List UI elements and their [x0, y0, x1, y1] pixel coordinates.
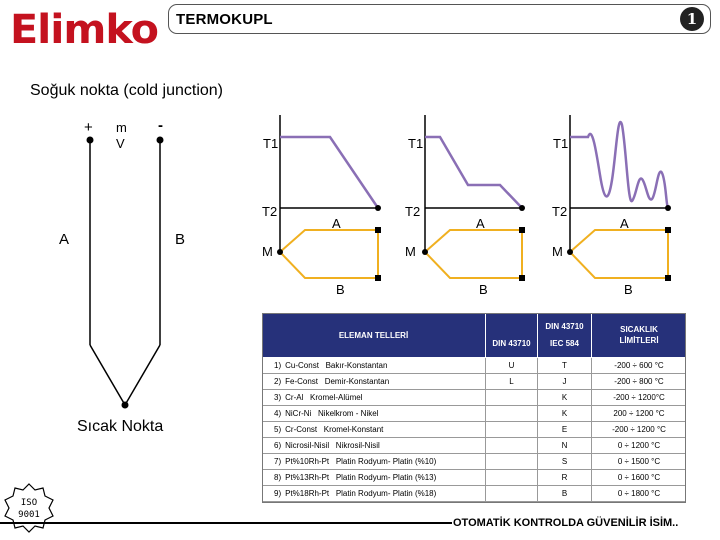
table-row	[262, 470, 686, 486]
row-iec: K	[538, 390, 592, 405]
row-number: 8)	[274, 472, 282, 482]
row-limit: 0 ÷ 1800 °C	[617, 488, 661, 498]
row-limit: 200 ÷ 1200 °C	[613, 408, 665, 418]
graph-1-t1-label: T1	[263, 136, 279, 151]
graph-2	[422, 115, 525, 281]
graph-2-m-label: M	[405, 244, 416, 259]
row-iec: B	[538, 486, 592, 501]
table-row	[262, 406, 686, 422]
header-limits	[592, 313, 686, 357]
thermocouple-diagram	[50, 115, 220, 415]
graph-3-m-label: M	[552, 244, 563, 259]
table-row	[262, 390, 686, 406]
header-din43710: DIN 43710	[486, 313, 538, 357]
svg-text:Elimko: Elimko	[10, 10, 158, 48]
svg-text:ISO: ISO	[20, 498, 38, 508]
iso-9001-badge	[3, 482, 55, 534]
cold-junction-heading: Soğuk nokta (cold junction)	[30, 82, 223, 99]
row-limit: -200 ÷ 800 °C	[614, 376, 664, 386]
graph-3-t1-label: T1	[553, 136, 569, 151]
graph-3-a-label: A	[620, 216, 629, 231]
row-number: 3)	[274, 392, 282, 402]
row-limit: 0 ÷ 1200 °C	[617, 440, 661, 450]
graph-2-a-label: A	[476, 216, 485, 231]
row-din	[486, 438, 538, 453]
row-din	[486, 422, 538, 437]
row-element-name: Fe-Const Demir-Konstantan	[285, 376, 390, 386]
row-element-name: Cr-Al Kromel-Alümel	[285, 392, 363, 402]
row-element-name: Pt%13Rh-Pt Platin Rodyum- Platin (%13)	[285, 472, 437, 482]
row-name	[262, 438, 486, 453]
row-element-name: Cr-Const Kromel-Konstant	[285, 424, 384, 434]
elimko-logo	[10, 10, 160, 48]
graph-2-temperature-line	[425, 137, 522, 208]
row-din	[486, 390, 538, 405]
row-din	[486, 486, 538, 501]
graph-2-t1-label: T1	[408, 136, 424, 151]
row-name	[262, 358, 486, 373]
row-number: 6)	[274, 440, 282, 450]
row-iec: N	[538, 438, 592, 453]
header-din-iec	[538, 313, 592, 357]
graph-1-m-label: M	[262, 244, 273, 259]
graph-1-t2-label: T2	[262, 204, 278, 219]
wire-a-junction-line	[90, 345, 125, 405]
table-row	[262, 438, 686, 454]
table-row	[262, 374, 686, 390]
graph-3-temperature-line	[570, 122, 668, 208]
row-limit: 0 ÷ 1600 °C	[617, 472, 661, 482]
graph-3	[567, 115, 671, 281]
row-number: 7)	[274, 456, 282, 466]
row-element-name: Pt%18Rh-Pt Platin Rodyum- Platin (%18)	[285, 488, 437, 498]
row-name	[262, 422, 486, 437]
wire-b-label: B	[175, 231, 186, 248]
row-element-name: Nicrosil-Nisil Nikrosil-Nisil	[285, 440, 380, 450]
page-number-badge: 1	[680, 7, 704, 31]
temperature-gradient-graphs	[230, 105, 720, 305]
row-iec: J	[538, 374, 592, 389]
graph-2-t2-label: T2	[405, 204, 421, 219]
row-din	[486, 454, 538, 469]
header-din-iec-line2: IEC 584	[550, 339, 579, 348]
hot-junction-label: Sıcak Nokta	[77, 418, 164, 435]
svg-text:9001: 9001	[18, 510, 40, 520]
meter-label-m: m	[116, 120, 127, 135]
row-element-name: Pt%10Rh-Pt Platin Rodyum- Platin (%10)	[285, 456, 437, 466]
row-iec: T	[538, 358, 592, 373]
row-element-name: Cu-Const Bakır-Konstantan	[285, 360, 388, 370]
graph-1	[277, 115, 381, 281]
plus-terminal	[87, 137, 94, 144]
header-din-iec-line1: DIN 43710	[545, 322, 584, 331]
wire-b-junction-line	[125, 345, 160, 405]
graph-1-temperature-line	[280, 137, 378, 208]
row-name	[262, 486, 486, 501]
row-name	[262, 390, 486, 405]
minus-terminal	[157, 137, 164, 144]
row-number: 1)	[274, 360, 282, 370]
row-din	[486, 470, 538, 485]
row-name	[262, 454, 486, 469]
table-row	[262, 358, 686, 374]
row-iec: S	[538, 454, 592, 469]
row-din: U	[486, 358, 538, 373]
row-name	[262, 406, 486, 421]
table-row	[262, 422, 686, 438]
page-title: TERMOKUPL	[176, 11, 273, 28]
graph-1-a-label: A	[332, 216, 341, 231]
row-iec: R	[538, 470, 592, 485]
row-number: 5)	[274, 424, 282, 434]
table-row	[262, 486, 686, 502]
header-elements: ELEMAN TELLERİ	[262, 313, 486, 357]
thermocouple-types-table	[262, 313, 686, 503]
row-limit: -200 ÷ 1200°C	[613, 392, 665, 402]
row-limit: -200 ÷ 600 °C	[614, 360, 664, 370]
row-element-name: NiCr-Ni Nikelkrom - Nikel	[285, 408, 379, 418]
header-limits-line1: SICAKLIK	[620, 325, 658, 334]
wire-a-label: A	[59, 231, 70, 248]
graph-3-b-label: B	[624, 282, 633, 297]
graph-3-t2-label: T2	[552, 204, 568, 219]
row-iec: K	[538, 406, 592, 421]
graph-1-b-label: B	[336, 282, 345, 297]
row-limit: 0 ÷ 1500 °C	[617, 456, 661, 466]
header-limits-line2: LİMİTLERİ	[619, 336, 659, 345]
plus-sign: +	[84, 119, 93, 136]
row-limit: -200 ÷ 1200 °C	[612, 424, 666, 434]
meter-label-v: V	[116, 136, 125, 151]
table-row	[262, 454, 686, 470]
row-number: 2)	[274, 376, 282, 386]
row-din: L	[486, 374, 538, 389]
row-name	[262, 374, 486, 389]
footer-rule	[0, 522, 452, 524]
row-iec: E	[538, 422, 592, 437]
minus-sign: -	[158, 117, 163, 134]
graph-2-b-label: B	[479, 282, 488, 297]
row-din	[486, 406, 538, 421]
row-number: 4)	[274, 408, 282, 418]
footer-slogan: OTOMATİK KONTROLDA GÜVENİLİR İSİM..	[453, 517, 679, 529]
hot-junction-dot	[122, 402, 129, 409]
row-number: 9)	[274, 488, 282, 498]
row-name	[262, 470, 486, 485]
